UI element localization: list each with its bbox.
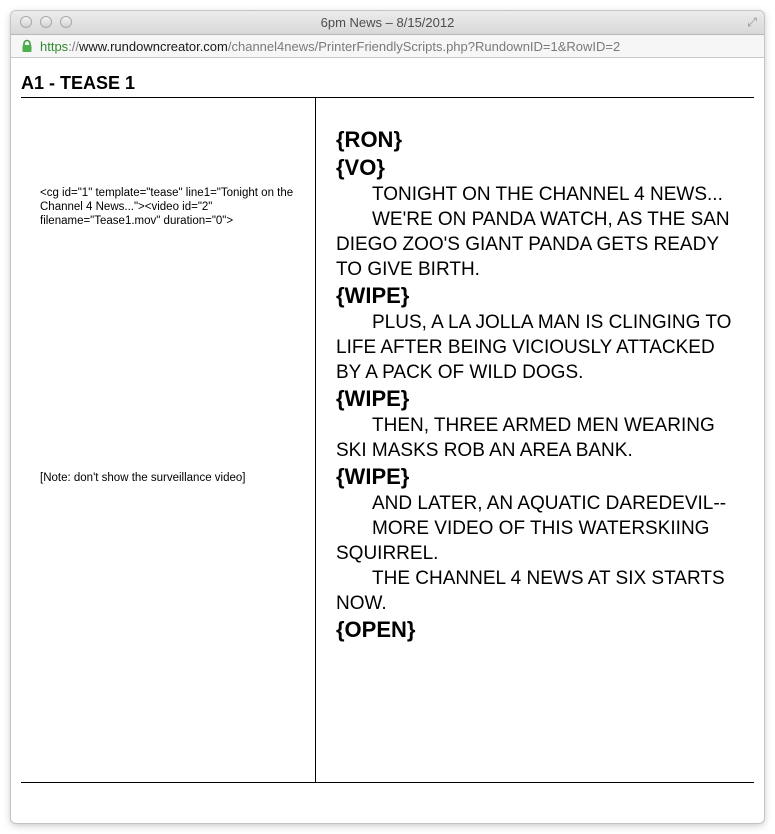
cg-code: <cg id="1" template="tease" line1="Tonight on the Channel 4 News..."><video id="2" filename="Tease1.mov" duration="0"> (40, 187, 294, 227)
script-paragraph: PLUS, A LA JOLLA MAN IS CLINGING TO LIFE AFTER BEING VICIOUSLY ATTACKED BY A PACK OF WILD DOGS. (336, 312, 732, 383)
url-scheme: https (40, 39, 69, 54)
url-domain: www.rundowncreator.com (79, 39, 228, 54)
url-separator: :// (68, 39, 80, 54)
script-cue: {OPEN} (336, 617, 416, 642)
window-title: 6pm News – 8/15/2012 (320, 15, 455, 30)
script-paragraph: AND LATER, AN AQUATIC DAREDEVIL-- (372, 493, 727, 514)
lock-icon (20, 39, 34, 53)
script-paragraph: WE'RE ON PANDA WATCH, AS THE SAN DIEGO ZOO'S GIANT PANDA GETS READY TO GIVE BIRTH. (336, 209, 730, 280)
script-cue: {WIPE} (336, 386, 410, 411)
script-text-column (336, 126, 741, 644)
url-path: /channel4news/PrinterFriendlyScripts.php?RundownID=1&RowID=2 (227, 39, 621, 54)
script-paragraph: THEN, THREE ARMED MEN WEARING SKI MASKS ROB AN AREA BANK. (336, 415, 715, 461)
script-paragraph: TONIGHT ON THE CHANNEL 4 NEWS... (372, 184, 723, 205)
script-cue: {WIPE} (336, 283, 410, 308)
browser-window (11, 11, 764, 823)
page-content (11, 58, 764, 823)
production-note: [Note: don't show the surveillance video] (40, 472, 246, 484)
fullscreen-icon[interactable]: ⤢ (747, 15, 757, 29)
address-bar[interactable] (11, 35, 764, 58)
page-title: A1 - TEASE 1 (21, 73, 136, 93)
script-cue: {WIPE} (336, 464, 410, 489)
script-cue: {RON} (336, 127, 403, 152)
script-paragraph: THE CHANNEL 4 NEWS AT SIX STARTS NOW. (336, 568, 725, 614)
title-bar (11, 11, 764, 35)
column-divider (315, 98, 316, 782)
url-text[interactable] (40, 39, 620, 54)
script-paragraph: MORE VIDEO OF THIS WATERSKIING SQUIRREL. (336, 518, 710, 564)
script-cue: {VO} (336, 155, 385, 180)
bottom-rule (21, 782, 754, 783)
technical-column (40, 98, 302, 782)
